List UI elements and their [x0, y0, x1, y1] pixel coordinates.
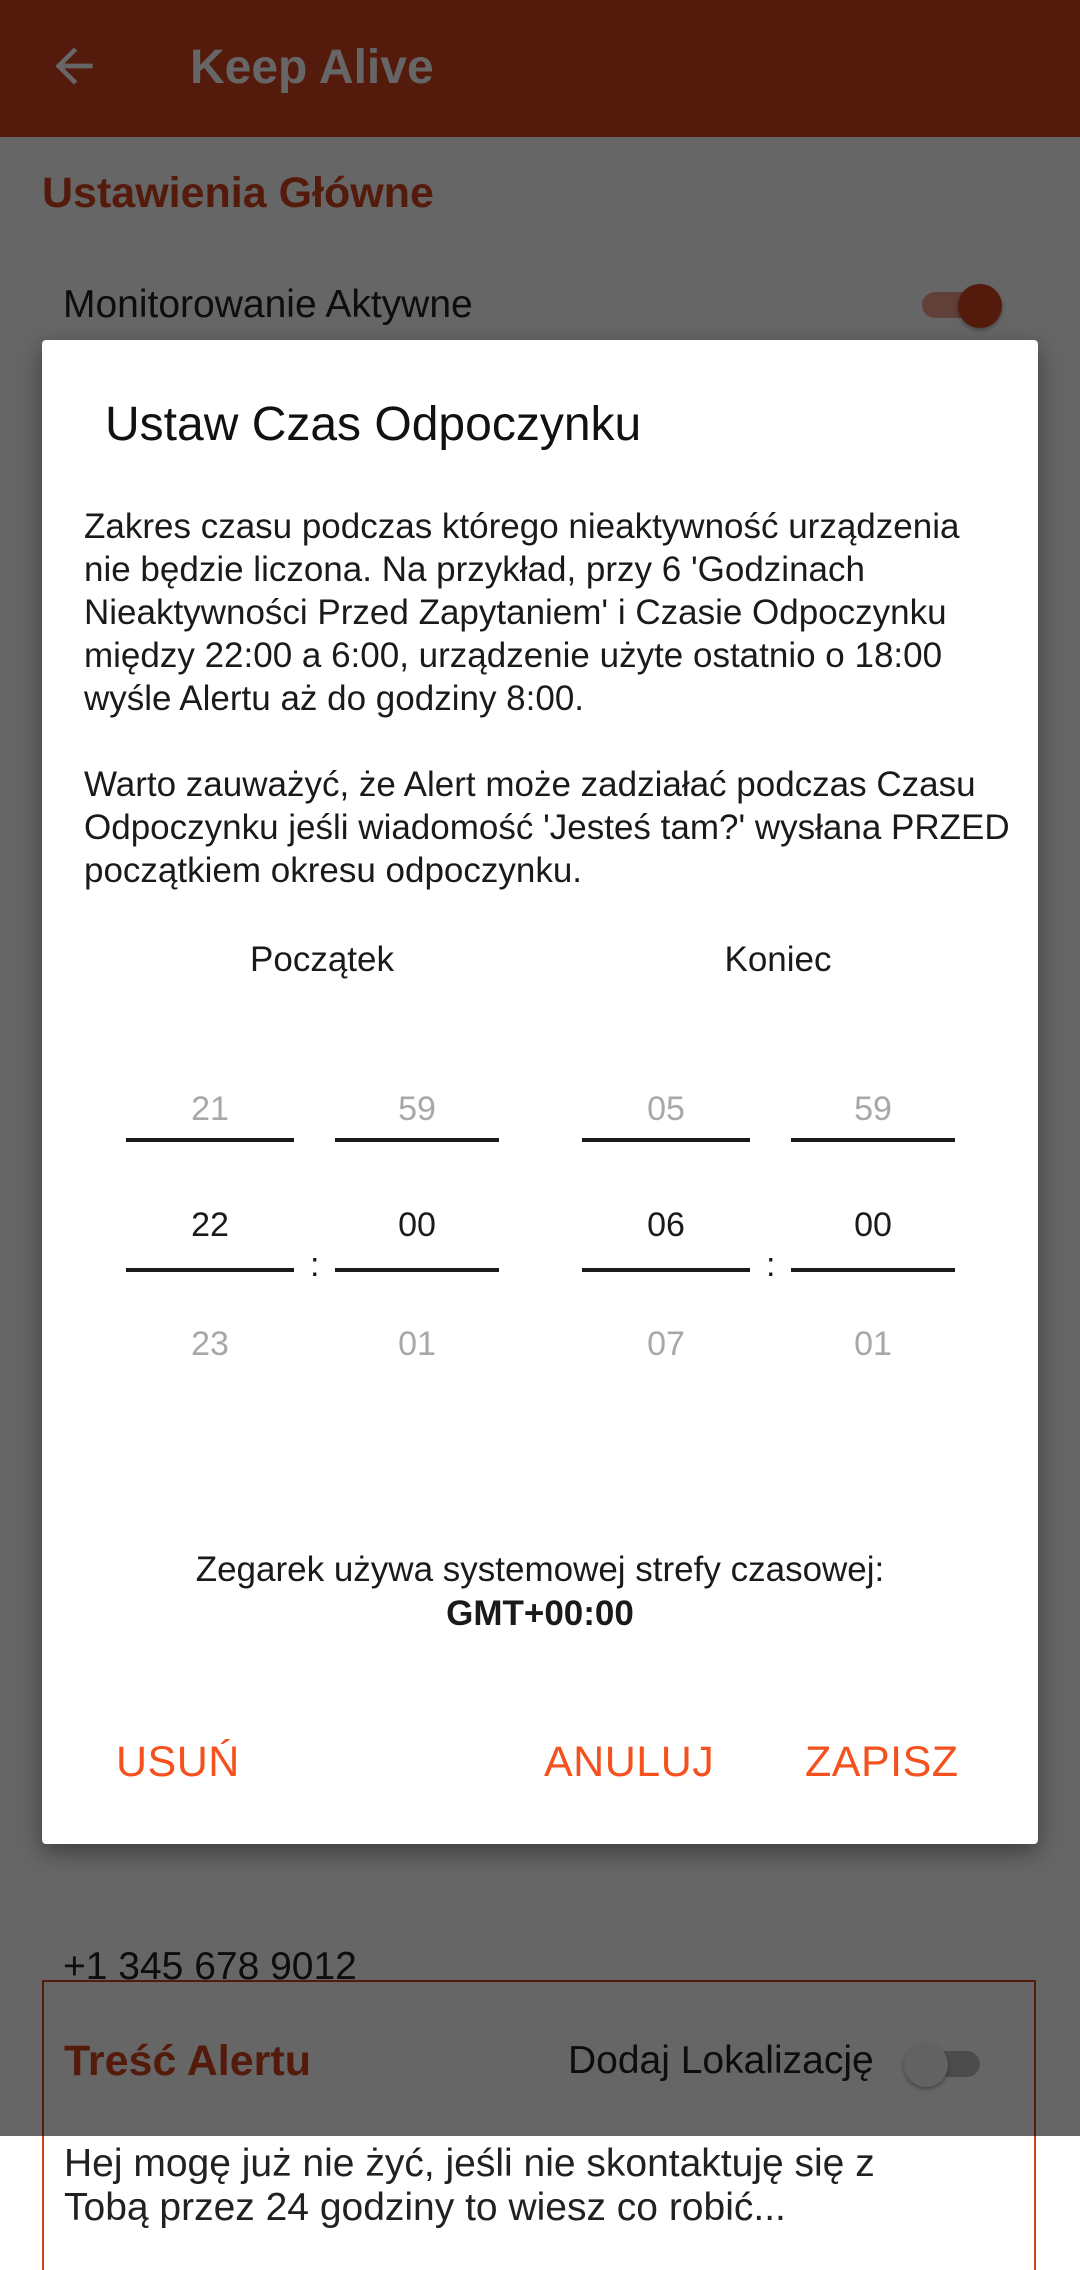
cancel-button[interactable]: ANULUJ: [544, 1738, 715, 1786]
rest-time-dialog: [42, 340, 1038, 1844]
start-minute-picker[interactable]: [335, 1080, 499, 1363]
picker-divider: [582, 1268, 750, 1272]
end-hour-current[interactable]: 06: [647, 1206, 685, 1244]
start-hour-current[interactable]: 22: [191, 1206, 229, 1244]
start-hour-prev[interactable]: 21: [191, 1090, 229, 1128]
dialog-description: Zakres czasu podczas którego nieaktywność urządzenia nie będzie liczona. Na przykład, przy 6 'Godzinach Nieaktywności Przed Zapytaniem' i Czasie Odpoczynku między 22:00 a 6:00, urządzenie użyte ostatnio o 18:00 wyśle Alertu aż do godziny 8:00. Warto zauważyć, że Alert może zadziałać podczas Czasu Odpoczynku jeśli wiadomość 'Jesteś tam?' wysłana PRZED początkiem okresu odpoczynku.: [84, 507, 1010, 890]
picker-divider: [126, 1138, 294, 1142]
start-minute-current[interactable]: 00: [398, 1206, 436, 1244]
start-separator: :: [310, 1246, 320, 1284]
end-minute-picker[interactable]: [791, 1080, 955, 1363]
end-minute-next[interactable]: 01: [854, 1325, 892, 1363]
picker-divider: [126, 1268, 294, 1272]
save-button[interactable]: ZAPISZ: [805, 1738, 959, 1786]
start-hour-next[interactable]: 23: [191, 1325, 229, 1363]
start-label: Początek: [250, 940, 394, 979]
picker-divider: [791, 1268, 955, 1272]
end-minute-prev[interactable]: 59: [854, 1090, 892, 1128]
end-label: Koniec: [724, 940, 832, 979]
delete-button[interactable]: USUŃ: [116, 1738, 240, 1786]
start-hour-picker[interactable]: [126, 1080, 294, 1363]
picker-divider: [335, 1268, 499, 1272]
timezone-value: GMT+00:00: [446, 1594, 634, 1633]
end-hour-prev[interactable]: 05: [647, 1090, 685, 1128]
alert-message[interactable]: Hej mogę już nie żyć, jeśli nie skontaktuję się z Tobą przez 24 godziny to wiesz co robić...: [64, 2142, 875, 2229]
end-separator: :: [766, 1246, 776, 1284]
end-hour-picker[interactable]: [582, 1080, 750, 1363]
end-hour-next[interactable]: 07: [647, 1325, 685, 1363]
start-minute-next[interactable]: 01: [398, 1325, 436, 1363]
picker-divider: [335, 1138, 499, 1142]
start-minute-prev[interactable]: 59: [398, 1090, 436, 1128]
picker-divider: [582, 1138, 750, 1142]
end-minute-current[interactable]: 00: [854, 1206, 892, 1244]
timezone-label: Zegarek używa systemowej strefy czasowej:: [195, 1550, 885, 1589]
picker-divider: [791, 1138, 955, 1142]
dialog-title: Ustaw Czas Odpoczynku: [105, 398, 642, 451]
